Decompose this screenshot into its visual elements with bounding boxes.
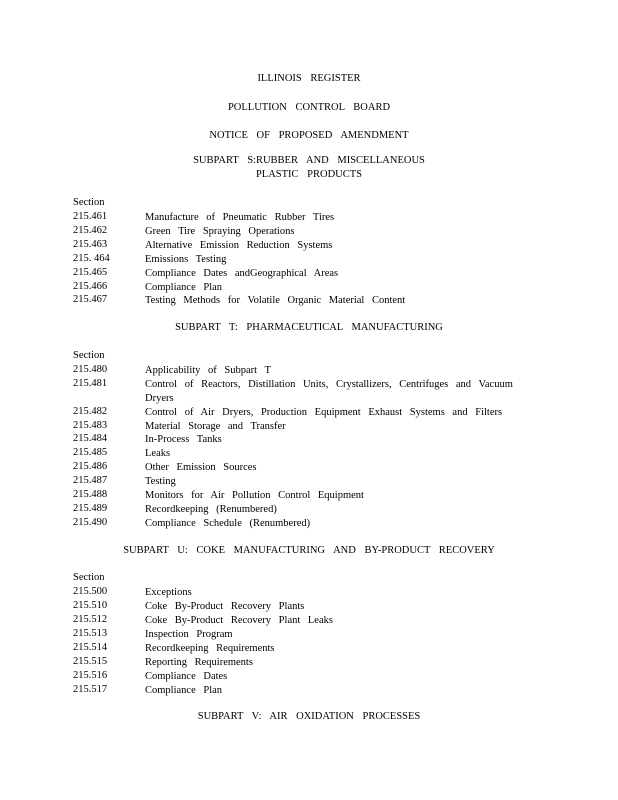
section-number: 215.481	[73, 378, 108, 389]
section-title: Alternative Emission Reduction Systems	[145, 240, 333, 251]
section-number: 215.466	[73, 281, 108, 292]
section-title: Emissions Testing	[145, 254, 227, 265]
section-title: Recordkeeping (Renumbered)	[145, 504, 277, 515]
section-title: Compliance Schedule (Renumbered)	[145, 518, 311, 529]
section-number: 215.500	[73, 586, 108, 597]
section-title: Inspection Program	[145, 629, 233, 640]
section-title: Material Storage and Transfer	[145, 421, 286, 432]
subpart-u-heading: SUBPART U: COKE MANUFACTURING AND BY-PRODUCT RECOVERY	[123, 545, 495, 556]
section-number: 215. 464	[73, 253, 110, 264]
section-number: 215.514	[73, 642, 108, 653]
section-number: 215.486	[73, 461, 108, 472]
section-title: Manufacture of Pneumatic Rubber Tires	[145, 212, 335, 223]
section-title: Recordkeeping Requirements	[145, 643, 275, 654]
section-title: Compliance Dates andGeographical Areas	[145, 268, 339, 279]
section-number: 215.510	[73, 600, 108, 611]
subpart-s-heading: SUBPART S:RUBBER AND MISCELLANEOUS	[193, 155, 425, 166]
board-title: POLLUTION CONTROL BOARD	[227, 102, 391, 113]
section-number: 215.490	[73, 517, 108, 528]
section-title: Exceptions	[145, 587, 192, 598]
section-number: 215.513	[73, 628, 108, 639]
notice-title: NOTICE OF PROPOSED AMENDMENT	[209, 130, 409, 141]
section-title: Control of Reactors, Distillation Units, Crystallizers, Centrifuges and Vacuum Dryers	[145, 379, 513, 404]
section-number: 215.489	[73, 503, 108, 514]
section-number: 215.467	[73, 294, 108, 305]
subpart-t-heading: SUBPART T: PHARMACEUTICAL MANUFACTURING	[175, 322, 443, 333]
section-number: 215.480	[73, 364, 108, 375]
section-title: Monitors for Air Pollution Control Equipment	[145, 490, 364, 501]
section-title: Leaks	[145, 448, 171, 459]
subpart-v-heading: SUBPART V: AIR OXIDATION PROCESSES	[197, 711, 421, 722]
section-title: In-Process Tanks	[145, 434, 222, 445]
section-title: Compliance Dates	[145, 671, 228, 682]
section-number: 215.463	[73, 239, 108, 250]
section-number: 215.483	[73, 420, 108, 431]
section-title: Reporting Requirements	[145, 657, 253, 668]
section-title: Compliance Plan	[145, 685, 223, 696]
register-title: ILLINOIS REGISTER	[257, 73, 361, 84]
section-number: 215.516	[73, 670, 108, 681]
section-number: 215.512	[73, 614, 108, 625]
section-title: Testing	[145, 476, 176, 487]
section-title: Coke By-Product Recovery Plant Leaks	[145, 615, 333, 626]
section-number: 215.482	[73, 406, 108, 417]
section-label: Section	[73, 572, 105, 583]
section-title: Other Emission Sources	[145, 462, 257, 473]
section-number: 215.517	[73, 684, 108, 695]
section-number: 215.485	[73, 447, 108, 458]
section-number: 215.515	[73, 656, 108, 667]
section-label: Section	[73, 350, 105, 361]
section-number: 215.488	[73, 489, 108, 500]
section-title: Control of Air Dryers, Production Equipment Exhaust Systems and Filters	[145, 407, 503, 418]
subpart-s-heading-line2: PLASTIC PRODUCTS	[255, 169, 363, 180]
section-title: Green Tire Spraying Operations	[145, 226, 295, 237]
section-number: 215.465	[73, 267, 108, 278]
section-title: Applicability of Subpart T	[145, 365, 271, 376]
section-title: Testing Methods for Volatile Organic Material Content	[145, 295, 406, 306]
section-number: 215.461	[73, 211, 108, 222]
section-label: Section	[73, 197, 105, 208]
section-title: Compliance Plan	[145, 282, 223, 293]
section-number: 215.462	[73, 225, 108, 236]
section-number: 215.484	[73, 433, 108, 444]
section-title: Coke By-Product Recovery Plants	[145, 601, 305, 612]
section-number: 215.487	[73, 475, 108, 486]
